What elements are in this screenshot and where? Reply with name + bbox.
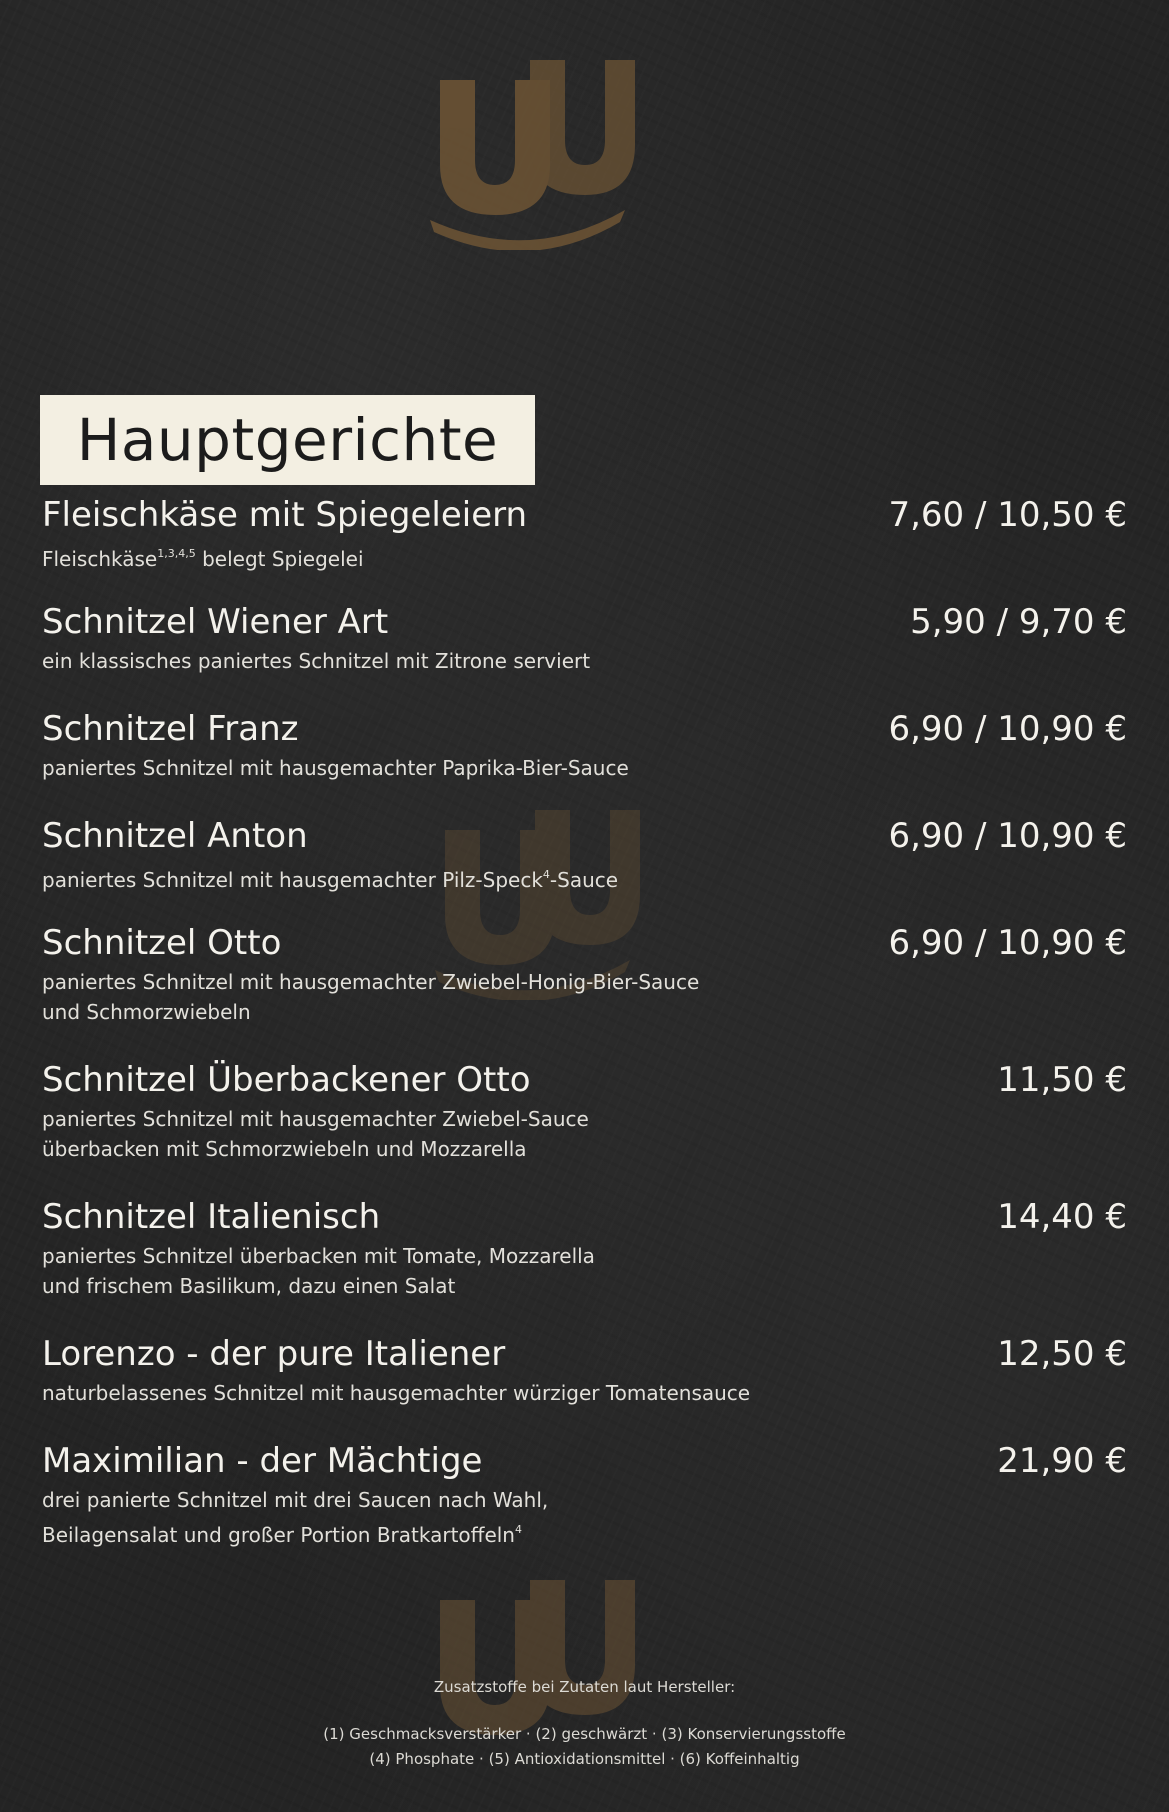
menu-item (42, 602, 1127, 676)
item-description-line: und Schmorzwiebeln (42, 1000, 251, 1024)
allergen-superscript: 1,3,4,5 (157, 547, 196, 560)
item-name: Schnitzel Franz (42, 709, 299, 749)
item-price: 6,90 / 10,90 € (888, 709, 1127, 749)
item-price: 11,50 € (997, 1060, 1127, 1100)
item-name: Schnitzel Überbackener Otto (42, 1060, 531, 1100)
item-name: Lorenzo - der pure Italiener (42, 1334, 506, 1374)
item-description: ein klassisches paniertes Schnitzel mit Zitrone serviert (42, 649, 591, 673)
menu-item (42, 816, 1127, 895)
item-name: Schnitzel Wiener Art (42, 602, 389, 642)
menu-item (42, 1197, 1127, 1301)
menu-item (42, 709, 1127, 783)
item-name: Fleischkäse mit Spiegeleiern (42, 495, 528, 535)
item-description: paniertes Schnitzel mit hausgemachter Paprika-Bier-Sauce (42, 756, 629, 780)
additives-title: Zusatzstoffe bei Zutaten laut Hersteller: (433, 1678, 736, 1696)
menu-item (42, 1334, 1127, 1408)
item-description-line: paniertes Schnitzel überbacken mit Tomate, Mozzarella (42, 1244, 595, 1268)
item-name: Maximilian - der Mächtige (42, 1441, 483, 1481)
item-name: Schnitzel Italienisch (42, 1197, 381, 1237)
item-description-line: und frischem Basilikum, dazu einen Salat (42, 1274, 456, 1298)
item-price: 6,90 / 10,90 € (888, 816, 1127, 856)
item-description: naturbelassenes Schnitzel mit hausgemachter würziger Tomatensauce (42, 1381, 751, 1405)
item-price: 12,50 € (997, 1334, 1127, 1374)
menu-item (42, 1441, 1127, 1550)
item-price: 5,90 / 9,70 € (910, 602, 1127, 642)
menu-item (42, 1060, 1127, 1164)
allergen-superscript: 4 (514, 1523, 522, 1536)
item-price: 21,90 € (997, 1441, 1127, 1481)
item-name: Schnitzel Otto (42, 923, 282, 963)
item-price: 7,60 / 10,50 € (888, 495, 1127, 535)
menu-item (42, 923, 1127, 1027)
allergen-superscript: 4 (542, 868, 550, 881)
item-description: paniertes Schnitzel mit hausgemachter Pilz-Speck$^4$-Sauce (42, 868, 619, 892)
additives-list-line: (1) Geschmacksverstärker · (2) geschwärzt · (3) Konservierungsstoffe (323, 1725, 846, 1743)
item-description: Fleischkäse$^{1,3,4,5}$ belegt Spiegelei (42, 547, 364, 571)
item-description-line: paniertes Schnitzel mit hausgemachter Zwiebel-Sauce (42, 1107, 589, 1131)
item-description-line: Beilagensalat und großer Portion Bratkartoffeln$^4$ (42, 1523, 522, 1547)
page-title: Hauptgerichte (76, 406, 499, 474)
item-price: 6,90 / 10,90 € (888, 923, 1127, 963)
menu-item (42, 495, 1127, 574)
additives-list-line: (4) Phosphate · (5) Antioxidationsmittel · (6) Koffeinhaltig (369, 1750, 800, 1768)
heading-box (40, 395, 535, 485)
item-description-line: drei panierte Schnitzel mit drei Saucen nach Wahl, (42, 1488, 549, 1512)
item-description-line: paniertes Schnitzel mit hausgemachter Zwiebel-Honig-Bier-Sauce (42, 970, 700, 994)
item-name: Schnitzel Anton (42, 816, 308, 856)
item-description-line: überbacken mit Schmorzwiebeln und Mozzarella (42, 1137, 527, 1161)
item-price: 14,40 € (997, 1197, 1127, 1237)
restaurant-logo-icon (420, 50, 640, 250)
